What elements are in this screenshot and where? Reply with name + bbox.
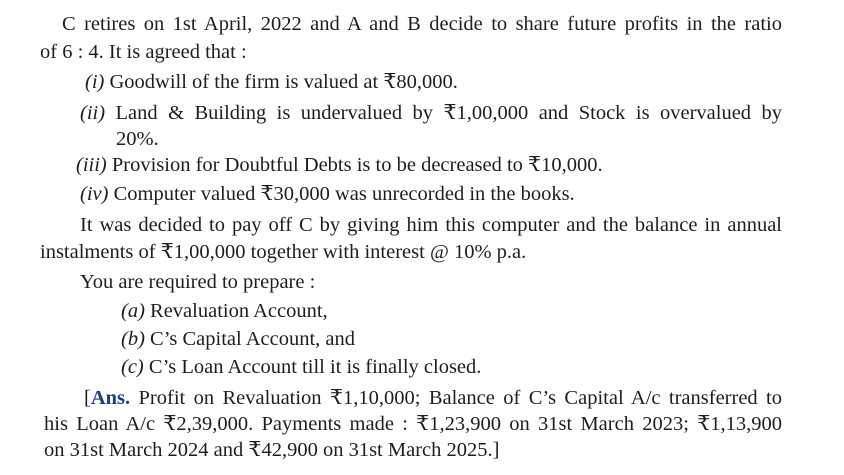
- answer-label: Ans.: [90, 387, 131, 409]
- required-item-c: [121, 355, 481, 380]
- intro-line-2: of 6 : 4. It is agreed that :: [40, 41, 247, 63]
- condition-iv: [80, 182, 575, 207]
- payment-line-2: instalments of ₹1,00,000 together with interest @ 10% p.a.: [40, 241, 527, 263]
- condition-i: [85, 70, 458, 95]
- item-text: C’s Capital Account, and: [150, 328, 356, 350]
- condition-marker: (ii): [80, 102, 106, 124]
- condition-marker: (i): [85, 71, 105, 93]
- answer-open-bracket: [: [84, 387, 91, 409]
- item-marker: (b): [121, 328, 145, 350]
- answer-text: Profit on Revaluation ₹1,10,000; Balance of C’s Capital A/c transferred to: [138, 387, 782, 409]
- answer-line-3: on 31st March 2024 and ₹42,900 on 31st March 2025.]: [44, 439, 500, 461]
- condition-ii-continued: 20%.: [116, 128, 159, 150]
- condition-iii: [76, 153, 603, 178]
- item-marker: (c): [121, 356, 144, 378]
- condition-text: Computer valued ₹30,000 was unrecorded in the books.: [113, 183, 575, 205]
- condition-marker: (iii): [76, 154, 107, 176]
- required-heading: You are required to prepare :: [80, 271, 316, 293]
- condition-text: Provision for Doubtful Debts is to be decreased to ₹10,000.: [111, 154, 603, 176]
- item-text: C’s Loan Account till it is finally closed.: [148, 356, 482, 378]
- condition-ii: [80, 101, 782, 126]
- required-item-b: [121, 327, 355, 352]
- condition-marker: (iv): [80, 183, 109, 205]
- answer-line-1: [84, 386, 782, 411]
- condition-text: Land & Building is undervalued by ₹1,00,000 and Stock is overvalued by: [115, 102, 783, 124]
- intro-line-1: C retires on 1st April, 2022 and A and B decide to share future profits in the ratio: [62, 13, 782, 35]
- payment-line-1: It was decided to pay off C by giving him this computer and the balance in annual: [80, 214, 782, 236]
- answer-line-2: his Loan A/c ₹2,39,000. Payments made : ₹1,23,900 on 31st March 2023; ₹1,13,900: [44, 413, 782, 435]
- condition-text: Goodwill of the firm is valued at ₹80,000.: [109, 71, 458, 93]
- item-text: Revaluation Account,: [150, 300, 328, 322]
- required-item-a: [121, 299, 328, 324]
- item-marker: (a): [121, 300, 145, 322]
